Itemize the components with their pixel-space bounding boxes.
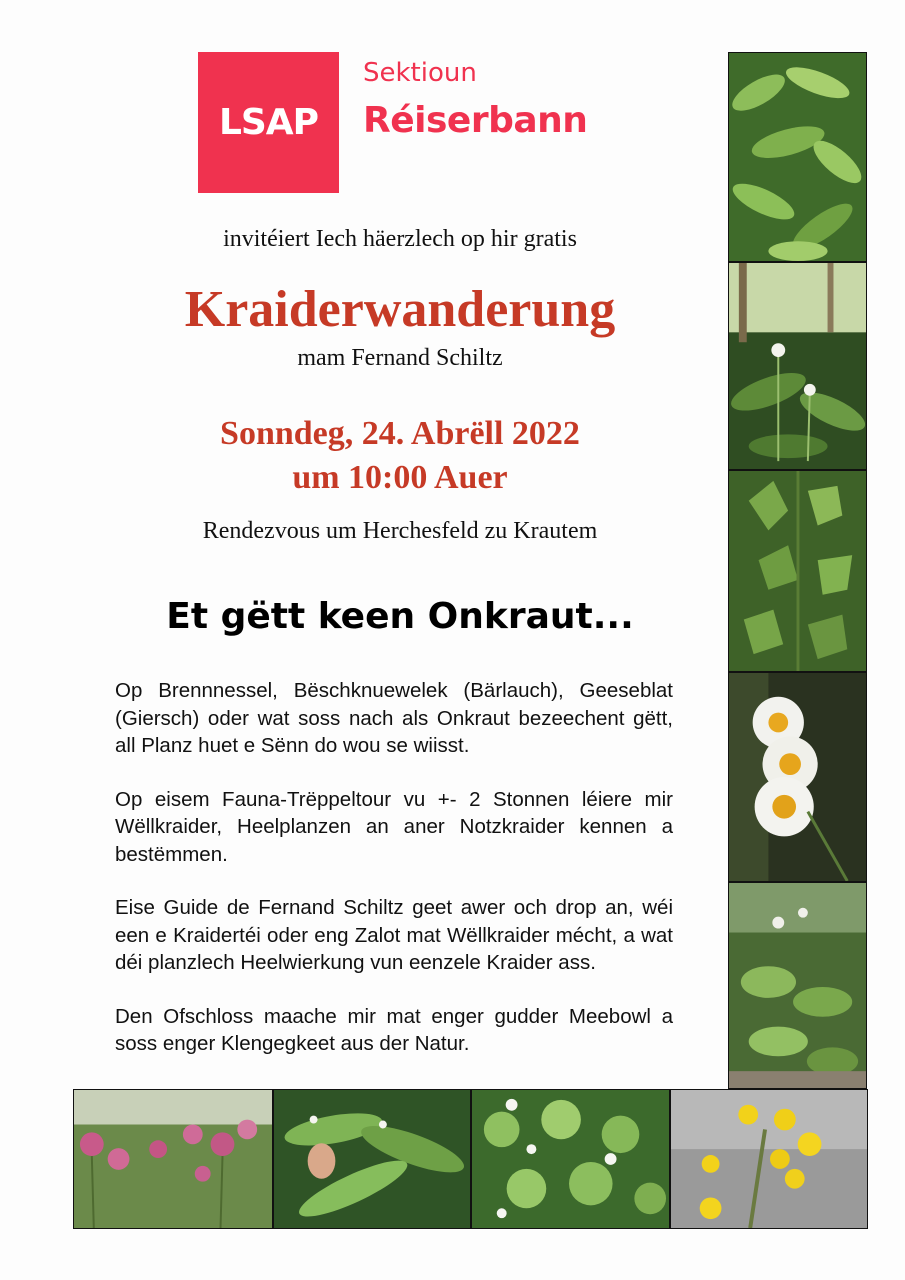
- event-date: [90, 412, 710, 500]
- section-name: Réiserbann: [363, 100, 588, 141]
- lsap-logo: LSAP: [198, 52, 339, 193]
- time-line: um 10:00 Auer: [292, 459, 508, 496]
- red-clover-photo: [73, 1089, 273, 1229]
- paragraph: Eise Guide de Fernand Schiltz geet awer och drop an, wéi een e Kraidertéi oder eng Zalot mat Wëllkraider mécht, a wat déi planzlech Heelwierkung vun eenzele Kraider ass.: [115, 896, 673, 974]
- wild-garlic-leaves-photo: [728, 52, 867, 262]
- paragraph: Den Ofschloss maache mir mat enger gudder Meebowl a soss enger Klengegkeet aus der Natur.: [115, 1004, 673, 1055]
- meeting-point: Rendezvous um Herchesfeld zu Krautem: [202, 518, 598, 544]
- section-label: Sektioun: [363, 58, 477, 88]
- invite-line: invitéiert Iech häerzlech op hir gratis: [223, 226, 577, 252]
- wood-sorrel-photo: [471, 1089, 670, 1229]
- paragraph: Op Brennnessel, Bëschknuewelek (Bärlauch), Geeseblat (Giersch) oder wat soss nach als Onkraut bezeechent gëtt, all Planz huet e Sënn do wou se wiisst.: [115, 679, 673, 757]
- date-line: Sonndeg, 24. Abrëll 2022: [220, 415, 580, 452]
- main-heading: Et gëtt keen Onkraut...: [166, 596, 634, 637]
- cowslip-photo: [670, 1089, 868, 1229]
- chamomile-photo: [728, 672, 867, 882]
- ground-elder-photo: [728, 882, 867, 1089]
- wild-garlic-flowers-photo: [728, 262, 867, 470]
- guide-line: mam Fernand Schiltz: [297, 345, 503, 371]
- paragraph: Op eisem Fauna-Trëppeltour vu +- 2 Stonnen léiere mir Wëllkraider, Heelplanzen an aner Notzkraider kennen a bestëmmen.: [115, 787, 673, 866]
- body-text: [115, 677, 673, 1084]
- harvested-herbs-photo: [273, 1089, 471, 1229]
- event-title: Kraiderwanderung: [184, 281, 616, 338]
- nettle-photo: [728, 470, 867, 672]
